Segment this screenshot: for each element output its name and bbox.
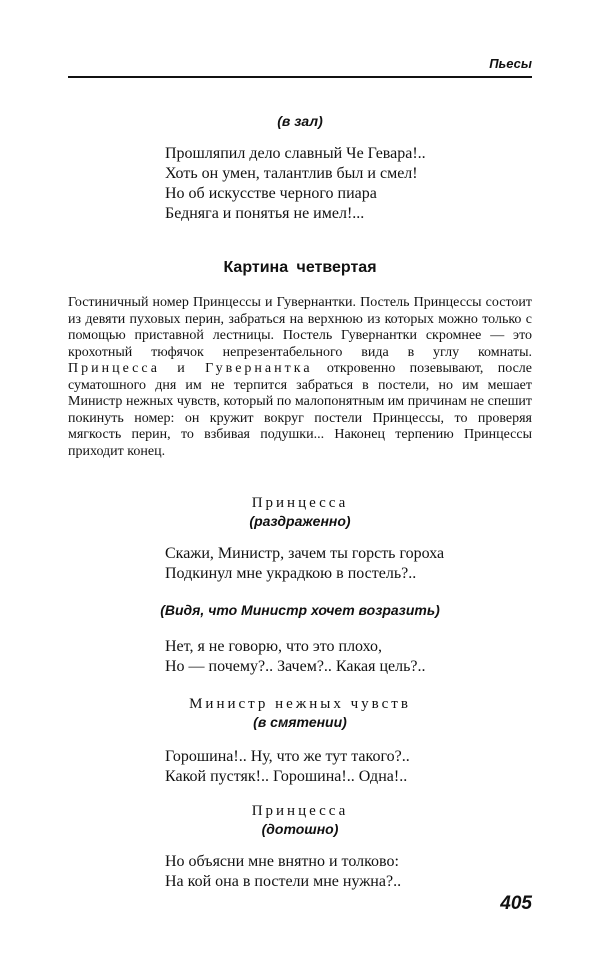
description-text: Гостиничный номер Принцессы и Гувернантки. Постель Принцессы состоит из девяти пуховых перин, забраться на верхнюю из которых можно только с помощью приставной лестницы. Постель Гувернантки скромнее — это крохотный тюфячок непрезентабельного вида в углу комнаты. bbox=[68, 295, 532, 360]
verse-line: Но — почему?.. Зачем?.. Какая цель?.. bbox=[165, 658, 426, 675]
character-names: Принцесса и Гувернантка bbox=[68, 361, 313, 376]
verse-line: Нет, я не говорю, что это плохо, bbox=[165, 638, 383, 655]
header-rule bbox=[68, 76, 532, 78]
verse-line: Но объясни мне внятно и толково: bbox=[165, 853, 399, 870]
verse-line: На кой она в постели мне нужна?.. bbox=[165, 873, 402, 890]
running-head: Пьесы bbox=[489, 56, 532, 71]
verse-line: Бедняга и понятья не имел!... bbox=[165, 205, 365, 222]
stage-direction: (в зал) bbox=[277, 113, 323, 129]
page-number: 405 bbox=[500, 893, 532, 914]
speaker-note: (раздраженно) bbox=[249, 513, 351, 529]
verse-stanza bbox=[165, 637, 426, 677]
scene-description bbox=[68, 295, 532, 460]
speaker-name: Принцесса bbox=[251, 803, 349, 819]
verse-line: Подкинул мне украдкою в постель?.. bbox=[165, 565, 417, 582]
description-text-cont: откровенно позевывают, после суматошного дня им не терпится забраться в постели, но им мешает Министр нежных чувств, который по малопонятным им причинам не спешит покинуть номер: он кружит вокруг постели Принцессы, то проверяя мягкость перин, то взбивая подушки... Наконец терпению Принцессы приходит конец. bbox=[68, 361, 533, 459]
speaker-note: (в смятении) bbox=[253, 714, 347, 730]
speaker-name: Принцесса bbox=[251, 495, 349, 511]
scene-title: Картина четвертая bbox=[223, 259, 377, 276]
verse-line: Прошляпил дело славный Че Гевара!.. bbox=[165, 145, 426, 162]
verse-line: Хоть он умен, талантлив был и смел! bbox=[165, 165, 418, 182]
speaker-note: (дотошно) bbox=[261, 821, 339, 837]
verse-stanza bbox=[165, 544, 444, 584]
verse-line: Горошина!.. Ну, что же тут такого?.. bbox=[165, 748, 410, 765]
verse-line: Скажи, Министр, зачем ты горсть гороха bbox=[165, 545, 445, 562]
verse-line: Какой пустяк!.. Горошина!.. Одна!.. bbox=[165, 768, 408, 785]
verse-stanza bbox=[165, 852, 401, 892]
verse-stanza bbox=[165, 747, 410, 787]
speaker-name: Министр нежных чувств bbox=[189, 696, 411, 712]
verse-line: Но об искусстве черного пиара bbox=[165, 185, 377, 202]
stage-direction: (Видя, что Министр хочет возразить) bbox=[160, 602, 440, 618]
verse-stanza bbox=[165, 144, 426, 224]
